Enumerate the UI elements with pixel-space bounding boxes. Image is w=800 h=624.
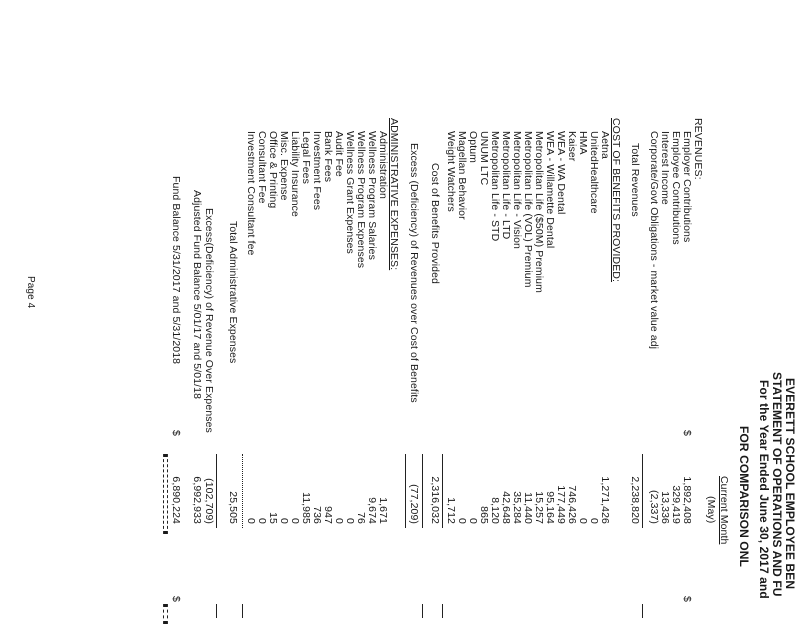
subtotal-rule [422, 604, 423, 618]
subtotal-rule [642, 454, 643, 528]
admin-label: Investment Consultant fee [245, 131, 257, 256]
double-rule [163, 454, 168, 534]
fund-balance-value: 6,890,224 [170, 476, 182, 524]
admin-value: 11,985 [300, 492, 312, 524]
double-rule [163, 604, 168, 624]
benefit-label: Metropolitan Life - Vision [511, 131, 523, 249]
benefit-value: 15,257 [533, 491, 545, 524]
benefit-label: UnitedHealthcare [588, 131, 600, 214]
benefit-label: Optum [467, 131, 479, 164]
adjusted-balance-value: 6,992,933 [191, 476, 203, 524]
benefits-heading: COST OF BENEFITS PROVIDED: [610, 118, 622, 283]
admin-value: 9,674 [366, 497, 378, 524]
admin-value: 0 [344, 518, 356, 524]
subtotal-rule [242, 454, 243, 528]
report-title-line4: FOR COMPARISON ONL [737, 426, 751, 567]
total-admin-label: Total Administrative Expenses [227, 221, 239, 364]
admin-value: 1,671 [377, 497, 389, 524]
benefit-label: Weight Watchers [445, 131, 457, 212]
subtotal-rule [216, 454, 217, 528]
subtotal-rule [216, 604, 217, 618]
report-title-line3: For the Year Ended June 30, 2017 and [757, 380, 771, 599]
revenues-heading: REVENUES: [692, 118, 704, 180]
subtotal-rule [242, 604, 243, 618]
benefit-value: 177,449 [555, 485, 567, 524]
admin-value: 0 [256, 518, 268, 524]
admin-label: Office & Printing [267, 131, 279, 209]
benefit-label: Kaiser [566, 131, 578, 162]
cost-of-benefits-label: Cost of Benefits Provided [429, 163, 441, 284]
benefit-value: 8,120 [489, 497, 501, 524]
admin-label: Investment Fees [311, 131, 323, 211]
admin-label: Audit Fee [333, 131, 345, 177]
admin-label: Misc. Expense [278, 131, 290, 201]
admin-value: 947 [322, 506, 334, 524]
fund-balance-label: Fund Balance 5/31/2017 and 5/31/2018 [170, 176, 182, 365]
benefit-value: 0 [456, 518, 468, 524]
dollar-sign: $ [681, 596, 693, 602]
excess-over-benefits-label: Excess (Deficiency) of Revenues over Cost of Benefits [408, 143, 420, 403]
revenue-value: (2,337) [648, 490, 660, 524]
revenue-label: Interest Income [659, 131, 671, 205]
benefit-label: UNUM LTC [478, 131, 490, 186]
admin-label: Bank Fees [322, 131, 334, 183]
subtotal-rule [405, 454, 406, 528]
admin-label: Wellness Program Salaries [366, 131, 378, 260]
revenue-label: Corporate/Govt Obligations - market value adj [648, 131, 660, 350]
admin-value: 0 [333, 518, 345, 524]
total-revenues-label: Total Revenues [629, 143, 641, 217]
total-revenues-value: 2,238,820 [629, 476, 641, 524]
subtotal-rule [642, 604, 643, 618]
admin-value: 0 [245, 518, 257, 524]
dollar-sign: $ [170, 430, 182, 436]
page-number: Page 4 [25, 276, 36, 309]
benefit-value: 865 [478, 506, 490, 524]
admin-label: Wellness Program Expenses [355, 131, 367, 269]
admin-value: 76 [355, 512, 367, 524]
subtotal-rule [442, 454, 443, 528]
admin-label: Consultant Fee [256, 131, 268, 204]
adjusted-balance-label: Adjusted Fund Balance 5/01/17 and 5/01/18 [191, 190, 203, 400]
column-title-may: (May) [705, 496, 717, 524]
admin-value: 15 [267, 512, 279, 524]
benefit-label: Metropolitan Life ($50M) Premium [533, 131, 545, 293]
benefit-value: 746,426 [566, 485, 578, 524]
revenue-value: 13,336 [659, 491, 671, 524]
revenue-label: Employer Contributions [681, 131, 693, 243]
admin-value: 736 [311, 506, 323, 524]
excess-over-expenses-label: Excess(Deficiency) of Revenue Over Expenses [203, 208, 215, 433]
subtotal-rule [442, 604, 443, 618]
benefit-value: 1,271,426 [599, 476, 611, 524]
cost-of-benefits-value: 2,316,032 [429, 476, 441, 524]
benefit-label: HMA [577, 131, 589, 155]
excess-over-expenses-value: (102,709) [203, 478, 215, 524]
benefit-value: 0 [467, 518, 479, 524]
subtotal-rule [422, 454, 423, 528]
benefit-value: 0 [577, 518, 589, 524]
revenue-label: Employee Contributions [670, 131, 682, 245]
dollar-sign: $ [170, 596, 182, 602]
benefit-label: Metropolitan Life - STD [489, 131, 501, 242]
benefit-value: 42,648 [500, 491, 512, 524]
admin-label: Legal Fees [300, 131, 312, 184]
revenue-value: 1,892,408 [681, 476, 693, 524]
benefit-value: 11,440 [522, 492, 534, 524]
benefit-label: Magellan Behavior [456, 131, 468, 220]
benefit-label: Metropolitan Life (VOL) Premium [522, 131, 534, 288]
report-title-line2: STATEMENT OF OPERATIONS AND FU [770, 372, 784, 597]
benefit-value: 95,164 [544, 491, 556, 524]
admin-label: Administration [377, 131, 389, 199]
benefit-label: Metropolitan Life - LTD [500, 131, 512, 240]
column-title-current-month: Current Month [718, 476, 730, 545]
admin-heading: ADMINISTRATIVE EXPENSES: [388, 118, 400, 271]
benefit-label: WEA - Willamette Dental [544, 131, 556, 249]
benefit-value: 35,284 [511, 491, 523, 524]
dollar-sign: $ [681, 430, 693, 436]
benefit-label: Aetna [599, 131, 611, 159]
admin-label: Wellness Grant Expenses [344, 131, 356, 254]
admin-value: 0 [289, 518, 301, 524]
revenue-value: 329,419 [670, 485, 682, 524]
admin-value: 0 [278, 518, 290, 524]
excess-over-benefits-value: (77,209) [408, 484, 420, 524]
benefit-label: WEA - WA Dental [555, 131, 567, 215]
total-admin-value: 25,505 [227, 491, 239, 524]
report-title-line1: EVERETT SCHOOL EMPLOYEE BEN [783, 378, 797, 590]
benefit-value: 1,712 [445, 497, 457, 524]
admin-label: Liability Insurance [289, 131, 301, 217]
benefit-value: 0 [588, 518, 600, 524]
